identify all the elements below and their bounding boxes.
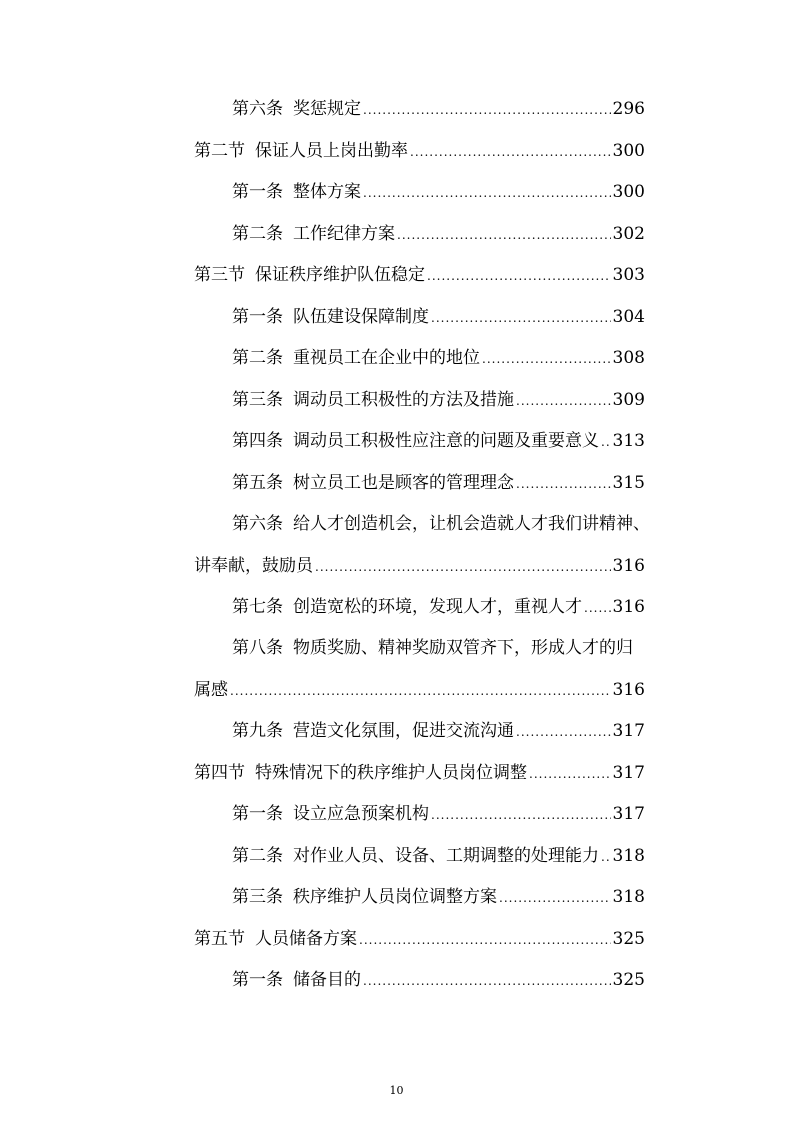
toc-entry[interactable]: [232, 720, 645, 743]
entry-title: 物质奖励、精神奖励双管齐下，形成人才的归: [293, 638, 633, 658]
entry-title: 设立应急预案机构: [293, 804, 429, 824]
entry-title: 工作纪律方案: [293, 224, 395, 244]
entry-page-number: 325: [612, 970, 645, 990]
dot-leader: [584, 597, 611, 619]
toc-entry[interactable]: [232, 969, 645, 992]
entry-number: 第五节: [194, 929, 245, 949]
toc-entry[interactable]: [232, 886, 645, 909]
entry-number: 第三条: [232, 390, 283, 410]
entry-title: 调动员工积极性应注意的问题及重要意义: [293, 431, 599, 451]
entry-page-number: 317: [612, 804, 645, 824]
dot-leader: [601, 846, 611, 868]
toc-entry[interactable]: [194, 264, 645, 287]
toc-entry-continuation[interactable]: [194, 679, 645, 702]
entry-title: 队伍建设保障制度: [293, 307, 429, 327]
entry-title-continuation: 属感: [194, 680, 228, 700]
entry-number: 第四节: [194, 763, 245, 783]
entry-page-number: 304: [612, 307, 645, 327]
dot-leader: [315, 556, 611, 578]
toc-entry[interactable]: [232, 637, 674, 659]
entry-title: 营造文化氛围，促进交流沟通: [293, 721, 514, 741]
entry-title: 创造宽松的环境，发现人才，重视人才: [293, 597, 582, 617]
entry-number: 第二节: [194, 141, 245, 161]
entry-page-number: 309: [612, 390, 645, 410]
entry-number: 第六条: [232, 99, 283, 119]
toc-entry[interactable]: [232, 596, 645, 619]
dot-leader: [516, 390, 611, 412]
dot-leader: [499, 887, 611, 909]
entry-number: 第二条: [232, 348, 283, 368]
dot-leader: [363, 99, 611, 121]
dot-leader: [363, 182, 611, 204]
entry-number: 第四条: [232, 431, 283, 451]
entry-number: 第六条: [232, 514, 283, 534]
entry-page-number: 316: [612, 556, 645, 576]
dot-leader: [230, 680, 611, 702]
toc-entry[interactable]: [194, 140, 645, 163]
toc-entry[interactable]: [232, 306, 645, 329]
entry-title: 保证人员上岗出勤率: [255, 141, 408, 161]
entry-number: 第九条: [232, 721, 283, 741]
toc-entry-continuation[interactable]: [194, 555, 645, 578]
entry-page-number: 300: [612, 141, 645, 161]
entry-title: 人员储备方案: [255, 929, 357, 949]
dot-leader: [397, 224, 611, 246]
entry-number: 第八条: [232, 638, 283, 658]
entry-page-number: 303: [612, 265, 645, 285]
toc-entry[interactable]: [232, 803, 645, 826]
entry-title: 特殊情况下的秩序维护人员岗位调整: [255, 763, 527, 783]
entry-number: 第二条: [232, 846, 283, 866]
entry-title: 重视员工在企业中的地位: [293, 348, 480, 368]
dot-leader: [363, 970, 611, 992]
entry-number: 第七条: [232, 597, 283, 617]
entry-page-number: 316: [612, 597, 645, 617]
toc-entry[interactable]: [232, 98, 645, 121]
entry-number: 第一条: [232, 307, 283, 327]
entry-page-number: 302: [612, 224, 645, 244]
entry-title: 给人才创造机会，让机会造就人才我们讲精神、: [293, 514, 650, 534]
entry-title: 树立员工也是顾客的管理理念: [293, 473, 514, 493]
dot-leader: [516, 473, 611, 495]
entry-page-number: 315: [612, 473, 645, 493]
dot-leader: [516, 721, 611, 743]
entry-title: 秩序维护人员岗位调整方案: [293, 887, 497, 907]
entry-page-number: 300: [612, 182, 645, 202]
entry-number: 第三节: [194, 265, 245, 285]
dot-leader: [601, 431, 611, 453]
toc-entry[interactable]: [232, 472, 645, 495]
dot-leader: [410, 141, 611, 163]
entry-title: 对作业人员、设备、工期调整的处理能力: [293, 846, 599, 866]
toc-entry[interactable]: [232, 513, 674, 535]
toc-entry[interactable]: [232, 181, 645, 204]
entry-title: 保证秩序维护队伍稳定: [255, 265, 425, 285]
entry-title-continuation: 讲奉献，鼓励员: [194, 556, 313, 576]
dot-leader: [431, 804, 611, 826]
entry-page-number: 318: [612, 846, 645, 866]
toc-entry[interactable]: [194, 928, 645, 951]
toc-entry[interactable]: [232, 223, 645, 246]
entry-page-number: 325: [612, 929, 645, 949]
entry-number: 第一条: [232, 182, 283, 202]
entry-page-number: 318: [612, 887, 645, 907]
entry-title: 调动员工积极性的方法及措施: [293, 390, 514, 410]
entry-page-number: 308: [612, 348, 645, 368]
entry-page-number: 313: [612, 431, 645, 451]
toc-entry[interactable]: [232, 347, 645, 370]
entry-number: 第三条: [232, 887, 283, 907]
entry-title: 储备目的: [293, 970, 361, 990]
entry-title: 整体方案: [293, 182, 361, 202]
entry-title: 奖惩规定: [293, 99, 361, 119]
toc-entry[interactable]: [232, 845, 645, 868]
toc-entry[interactable]: [232, 430, 645, 453]
entry-number: 第一条: [232, 970, 283, 990]
entry-number: 第一条: [232, 804, 283, 824]
dot-leader: [431, 307, 611, 329]
dot-leader: [529, 763, 611, 785]
entry-number: 第二条: [232, 224, 283, 244]
toc-entry[interactable]: [232, 389, 645, 412]
entry-number: 第五条: [232, 473, 283, 493]
entry-page-number: 296: [612, 99, 645, 119]
footer-page-number: 10: [389, 1084, 404, 1097]
toc-entry[interactable]: [194, 762, 645, 785]
dot-leader: [427, 265, 611, 287]
dot-leader: [482, 348, 611, 370]
dot-leader: [359, 929, 611, 951]
entry-page-number: 317: [612, 763, 645, 783]
entry-page-number: 316: [612, 680, 645, 700]
entry-page-number: 317: [612, 721, 645, 741]
